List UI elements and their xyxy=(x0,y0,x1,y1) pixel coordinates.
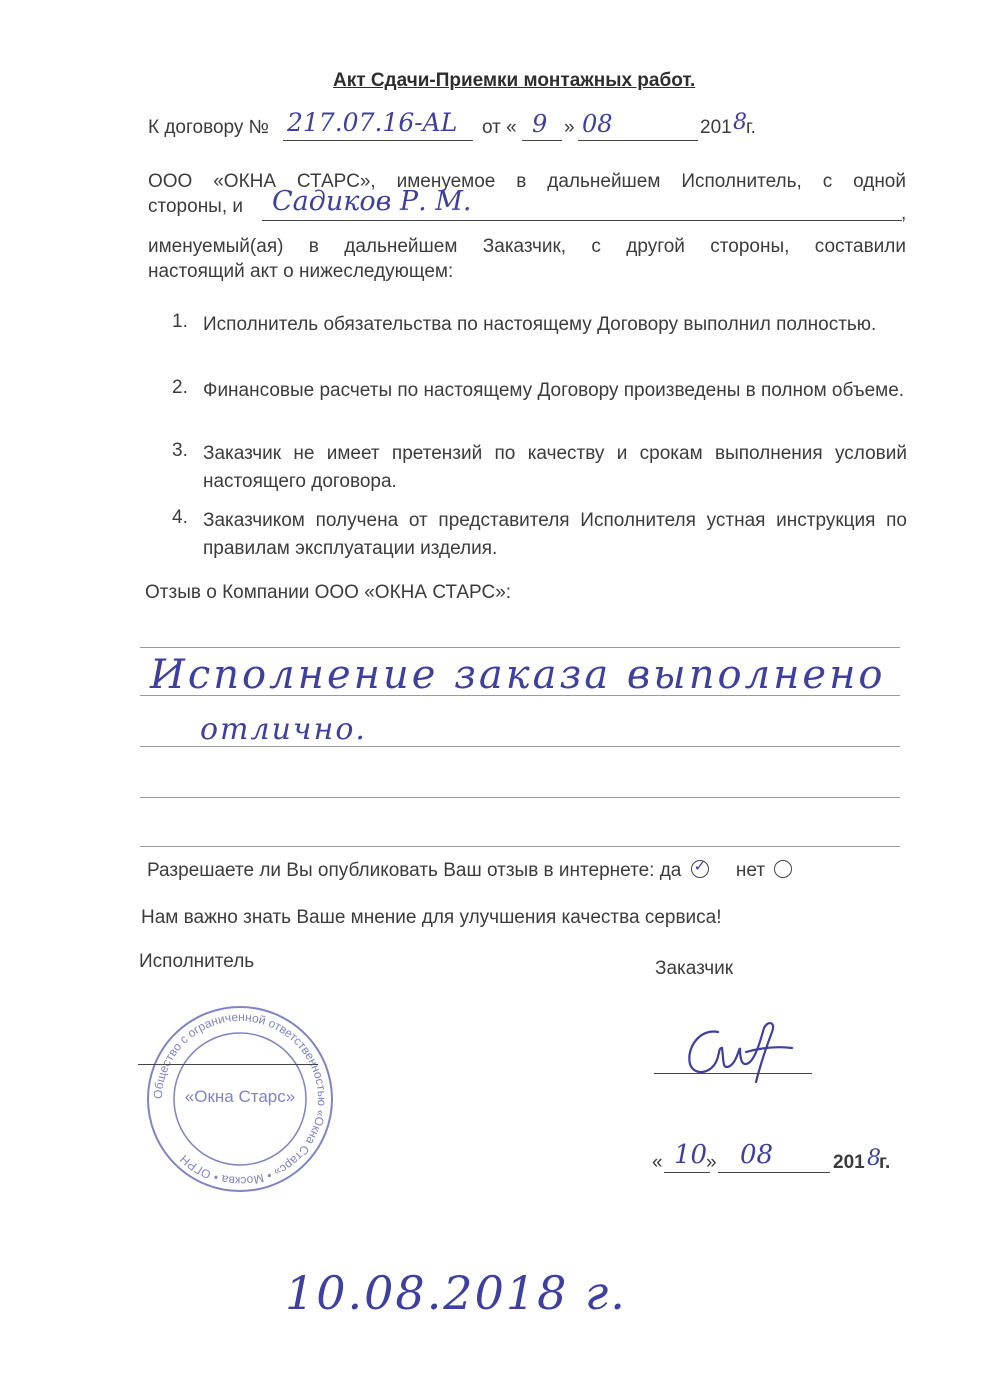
list-item-number: 1. xyxy=(172,311,188,332)
contract-number-underline xyxy=(283,140,473,141)
contract-day-close: » xyxy=(564,117,575,138)
customer-date-close: » xyxy=(706,1152,717,1173)
document-title: Акт Сдачи-Приемки монтажных работ. xyxy=(333,70,696,91)
customer-date-month-underline xyxy=(718,1172,830,1173)
parties-line-2-prefix: стороны, и xyxy=(148,196,244,217)
review-rule-4 xyxy=(140,797,900,798)
checkmark-icon: ✓ xyxy=(693,857,707,875)
contract-year-digit: 8 xyxy=(733,110,747,135)
list-item xyxy=(172,440,907,496)
customer-signature xyxy=(680,1018,800,1088)
contract-number: 217.07.16-AL xyxy=(287,108,458,137)
parties-line-2-suffix: , xyxy=(901,203,907,224)
bottom-handwritten-date: 10.08.2018 г. xyxy=(285,1266,627,1320)
parties-line-4: настоящий акт о нижеследующем: xyxy=(148,261,454,282)
publish-no-radio[interactable] xyxy=(774,860,792,878)
customer-date-year-suffix: г. xyxy=(879,1152,891,1173)
contract-prefix: К договору № xyxy=(148,117,270,138)
publish-no-label: нет xyxy=(735,860,766,881)
customer-date-day-underline xyxy=(664,1172,710,1173)
publish-yes-radio[interactable] xyxy=(691,857,709,878)
customer-date-day: 10 xyxy=(674,1140,708,1170)
review-label: Отзыв о Компании ООО «ОКНА СТАРС»: xyxy=(145,582,512,603)
customer-name-underline xyxy=(262,220,902,221)
contract-month: 08 xyxy=(582,110,613,138)
publish-question-text: Разрешаете ли Вы опубликовать Ваш отзыв в интернете: да xyxy=(147,860,682,881)
customer-date-open: « xyxy=(652,1152,663,1173)
service-note: Нам важно знать Ваше мнение для улучшения качества сервиса! xyxy=(141,907,722,928)
list-item xyxy=(172,311,907,367)
signature-stroke xyxy=(689,1023,792,1082)
customer-name: Садиков Р. М. xyxy=(272,186,472,217)
parties-line-3: именуемый(ая) в дальнейшем Заказчик, с другой стороны, составили xyxy=(148,236,906,257)
list-item-number: 3. xyxy=(172,440,188,461)
executor-label: Исполнитель xyxy=(139,951,255,972)
list-item-text: Финансовые расчеты по настоящему Договору произведены в полном объеме. xyxy=(203,380,905,401)
contract-day: 9 xyxy=(532,110,548,138)
contract-day-underline xyxy=(522,140,562,141)
publish-question xyxy=(147,857,792,882)
contract-year-prefix: 201 xyxy=(700,117,732,138)
list-item-text: Исполнитель обязательства по настоящему Договору выполнил полностью. xyxy=(203,314,877,335)
contract-month-underline xyxy=(578,140,698,141)
parties-line-1: ООО «ОКНА СТАРС», именуемое в дальнейшем Исполнитель, с одной xyxy=(148,171,906,192)
stamp-center-text: «Окна Старс» xyxy=(184,1087,296,1106)
review-handwritten-line-1: Исполнение заказа выполнено xyxy=(150,652,886,698)
review-rule-1 xyxy=(140,647,900,648)
contract-year-suffix: г. xyxy=(746,117,756,138)
customer-label: Заказчик xyxy=(655,958,734,979)
customer-date-month: 08 xyxy=(740,1140,774,1170)
contract-from-label: от « xyxy=(482,117,517,138)
review-rule-5 xyxy=(140,846,900,847)
list-item-number: 4. xyxy=(172,507,188,528)
list-item-text: Заказчиком получена от представителя Исполнителя устная инструкция по правилам эксплуатации изделия. xyxy=(203,510,907,559)
customer-date-year-digit: 8 xyxy=(867,1146,881,1171)
company-stamp xyxy=(140,1004,340,1194)
list-item-text: Заказчик не имеет претензий по качеству и срокам выполнения условий настоящего договора. xyxy=(203,443,907,492)
list-item-number: 2. xyxy=(172,377,188,398)
stamp-ring-text: Общество с ограниченной ответственностью «Окна Старс» • Москва • ОГРН xyxy=(150,1009,330,1189)
executor-signature-line xyxy=(138,1064,318,1065)
list-item xyxy=(172,377,907,433)
customer-date-year-prefix: 201 xyxy=(833,1152,865,1173)
review-handwritten-line-2: отлично. xyxy=(200,712,367,747)
list-item xyxy=(172,507,907,563)
